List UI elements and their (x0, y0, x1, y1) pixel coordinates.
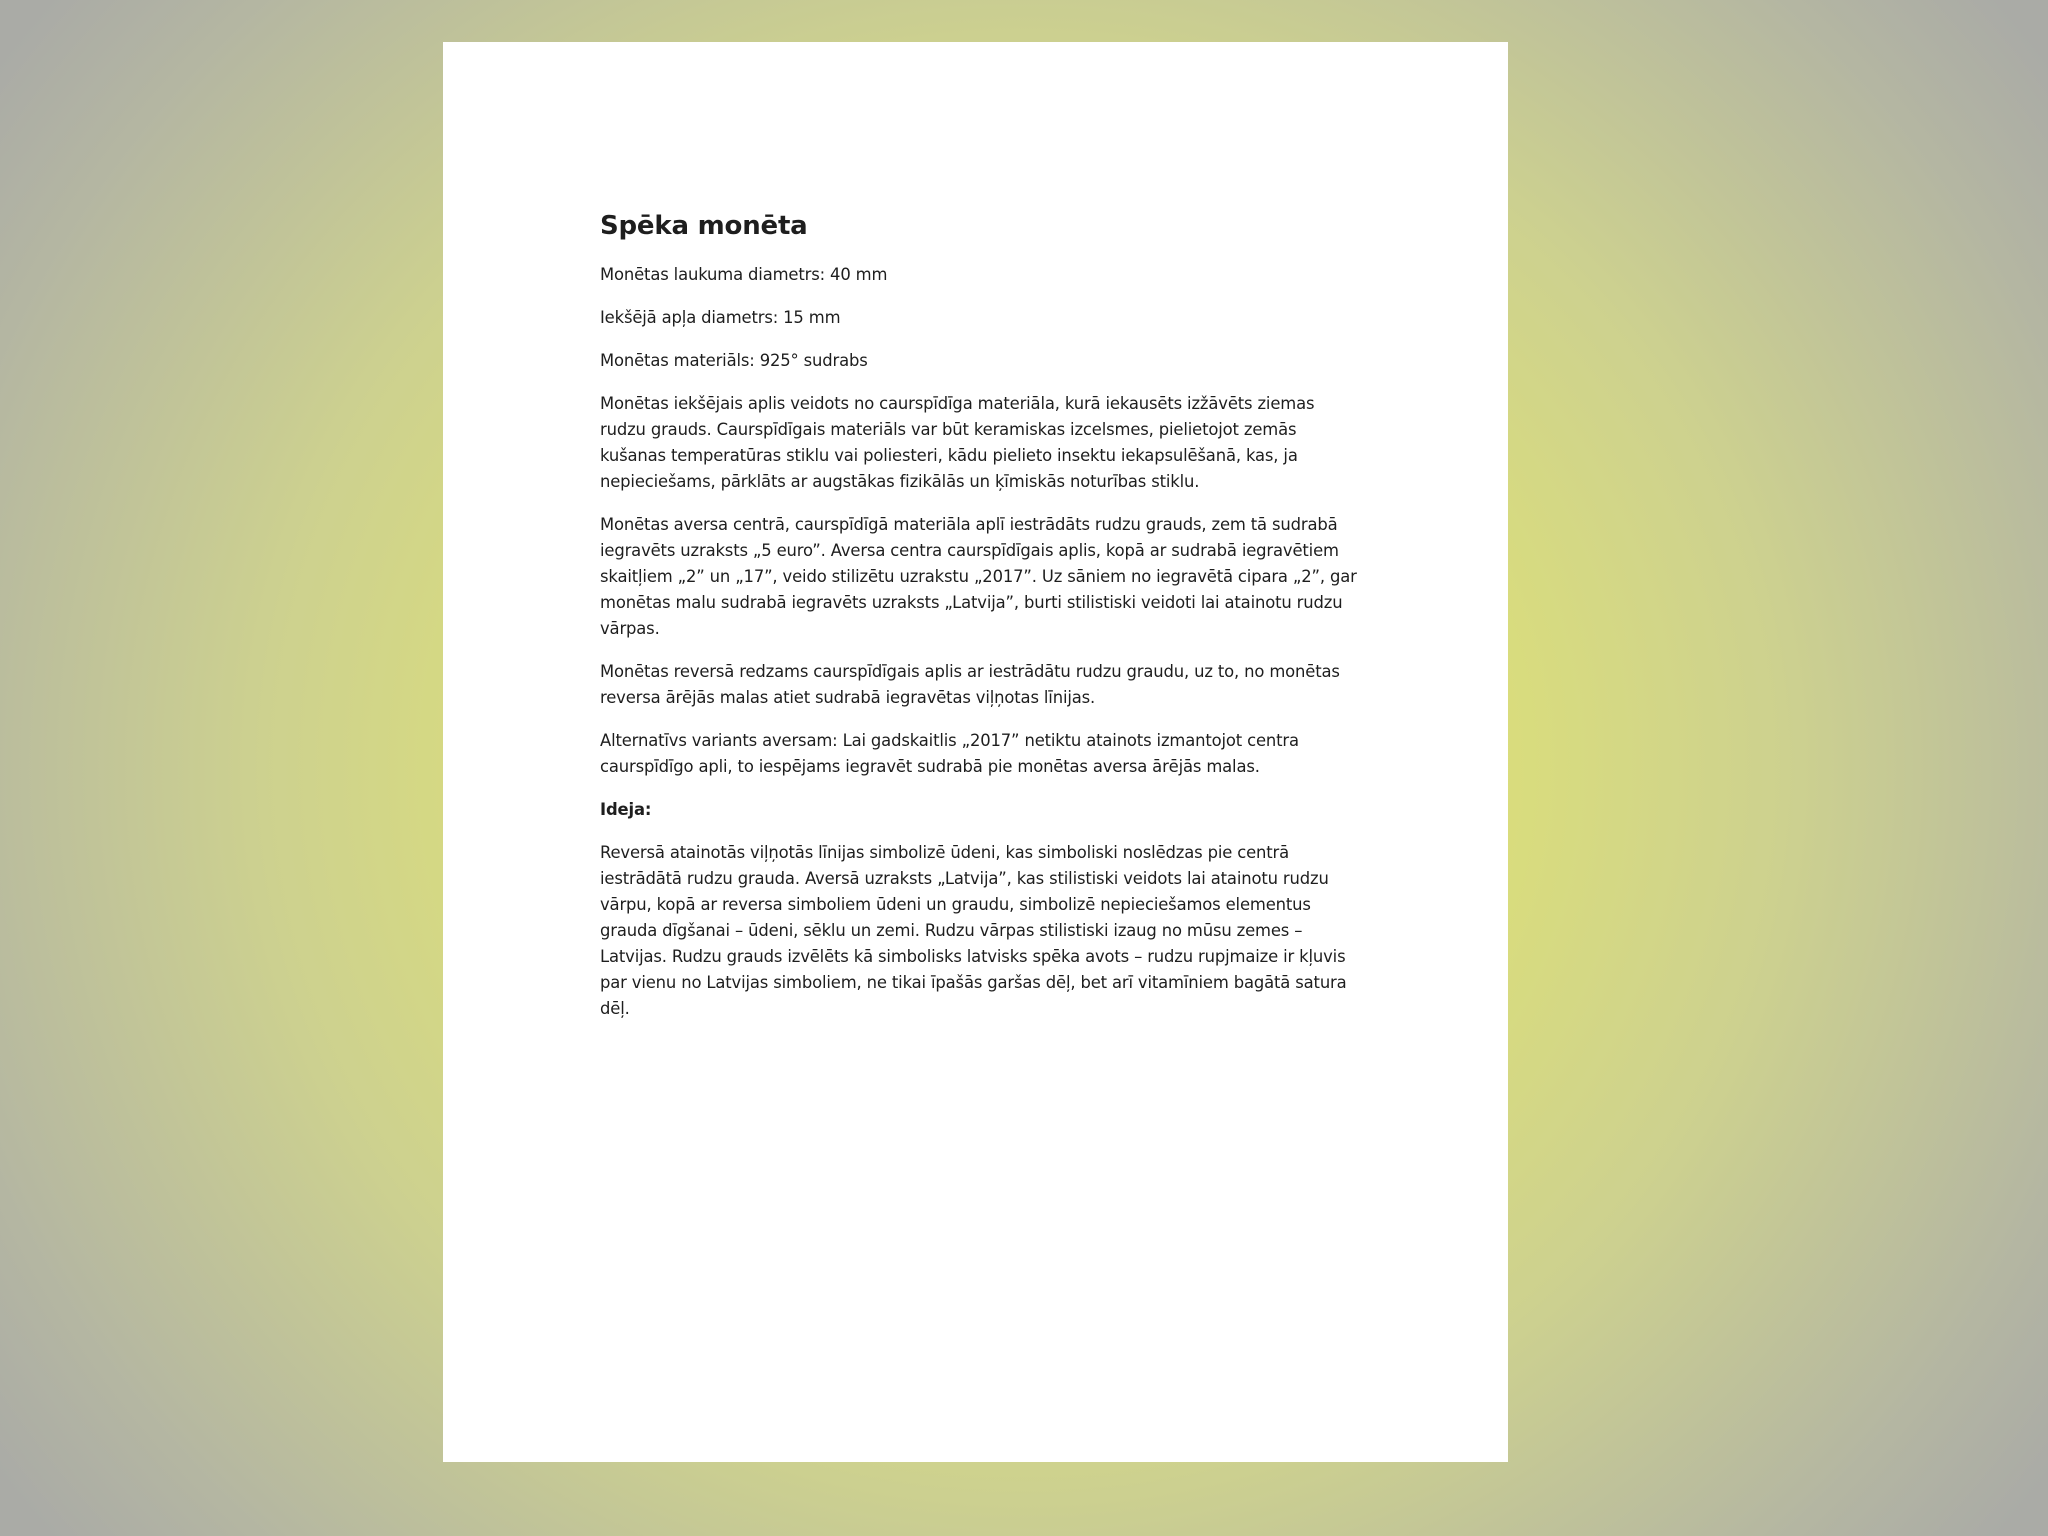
paragraph-idea: Reversā atainotās viļņotās līnijas simbolizē ūdeni, kas simboliski noslēdzas pie centrā iestrādātā rudzu grauda. Aversā uzraksts „Latvija”, kas stilistiski veidots lai atainotu rudzu vārpu, kopā ar reversa simboliem ūdeni un graudu, simbolizē nepieciešamos elementus grauda dīgšanai – ūdeni, sēklu un zemi. Rudzu vārpas stilistiski izaug no mūsu zemes – Latvijas. Rudzu grauds izvēlēts kā simbolisks latvisks spēka avots – rudzu rupjmaize ir kļuvis par vienu no Latvijas simboliem, ne tikai īpašās garšas dēļ, bet arī vitamīniem bagātā satura dēļ. (600, 843, 1347, 1018)
document-page (443, 42, 1508, 1462)
paragraph-reverse: Monētas reversā redzams caurspīdīgais aplis ar iestrādātu rudzu graudu, uz to, no monētas reversa ārējās malas atiet sudrabā iegravētas viļņotas līnijas. (600, 662, 1340, 707)
paragraph-inner-circle: Monētas iekšējais aplis veidots no caurspīdīga materiāla, kurā iekausēts izžāvēts ziemas rudzu grauds. Caurspīdīgais materiāls var būt keramiskas izcelsmes, pielietojot zemās kušanas temperatūras stiklu vai poliesteri, kādu pielieto insektu iekapsulēšanā, kas, ja nepieciešams, pārklāts ar augstākas fizikālās un ķīmiskās noturības stiklu. (600, 394, 1315, 491)
paragraph-alternative: Alternatīvs variants aversam: Lai gadskaitlis „2017” netiktu atainots izmantojot centra caurspīdīgo apli, to iespējams iegravēt sudrabā pie monētas aversa ārējās malas. (600, 731, 1299, 776)
spec-inner-circle-diameter: Iekšējā apļa diametrs: 15 mm (600, 308, 841, 327)
spec-coin-diameter: Monētas laukuma diametrs: 40 mm (600, 265, 888, 284)
idea-heading: Ideja: (600, 800, 652, 819)
document-content (600, 166, 1360, 1039)
spec-material: Monētas materiāls: 925° sudrabs (600, 351, 868, 370)
paragraph-obverse: Monētas aversa centrā, caurspīdīgā materiāla aplī iestrādāts rudzu grauds, zem tā sudrabā iegravēts uzraksts „5 euro”. Aversa centra caurspīdīgais aplis, kopā ar sudrabā iegravētiem skaitļiem „2” un „17”, veido stilizētu uzrakstu „2017”. Uz sāniem no iegravētā cipara „2”, gar monētas malu sudrabā iegravēts uzraksts „Latvija”, burti stilistiski veidoti lai atainotu rudzu vārpas. (600, 515, 1357, 638)
document-title: Spēka monēta (600, 211, 808, 241)
